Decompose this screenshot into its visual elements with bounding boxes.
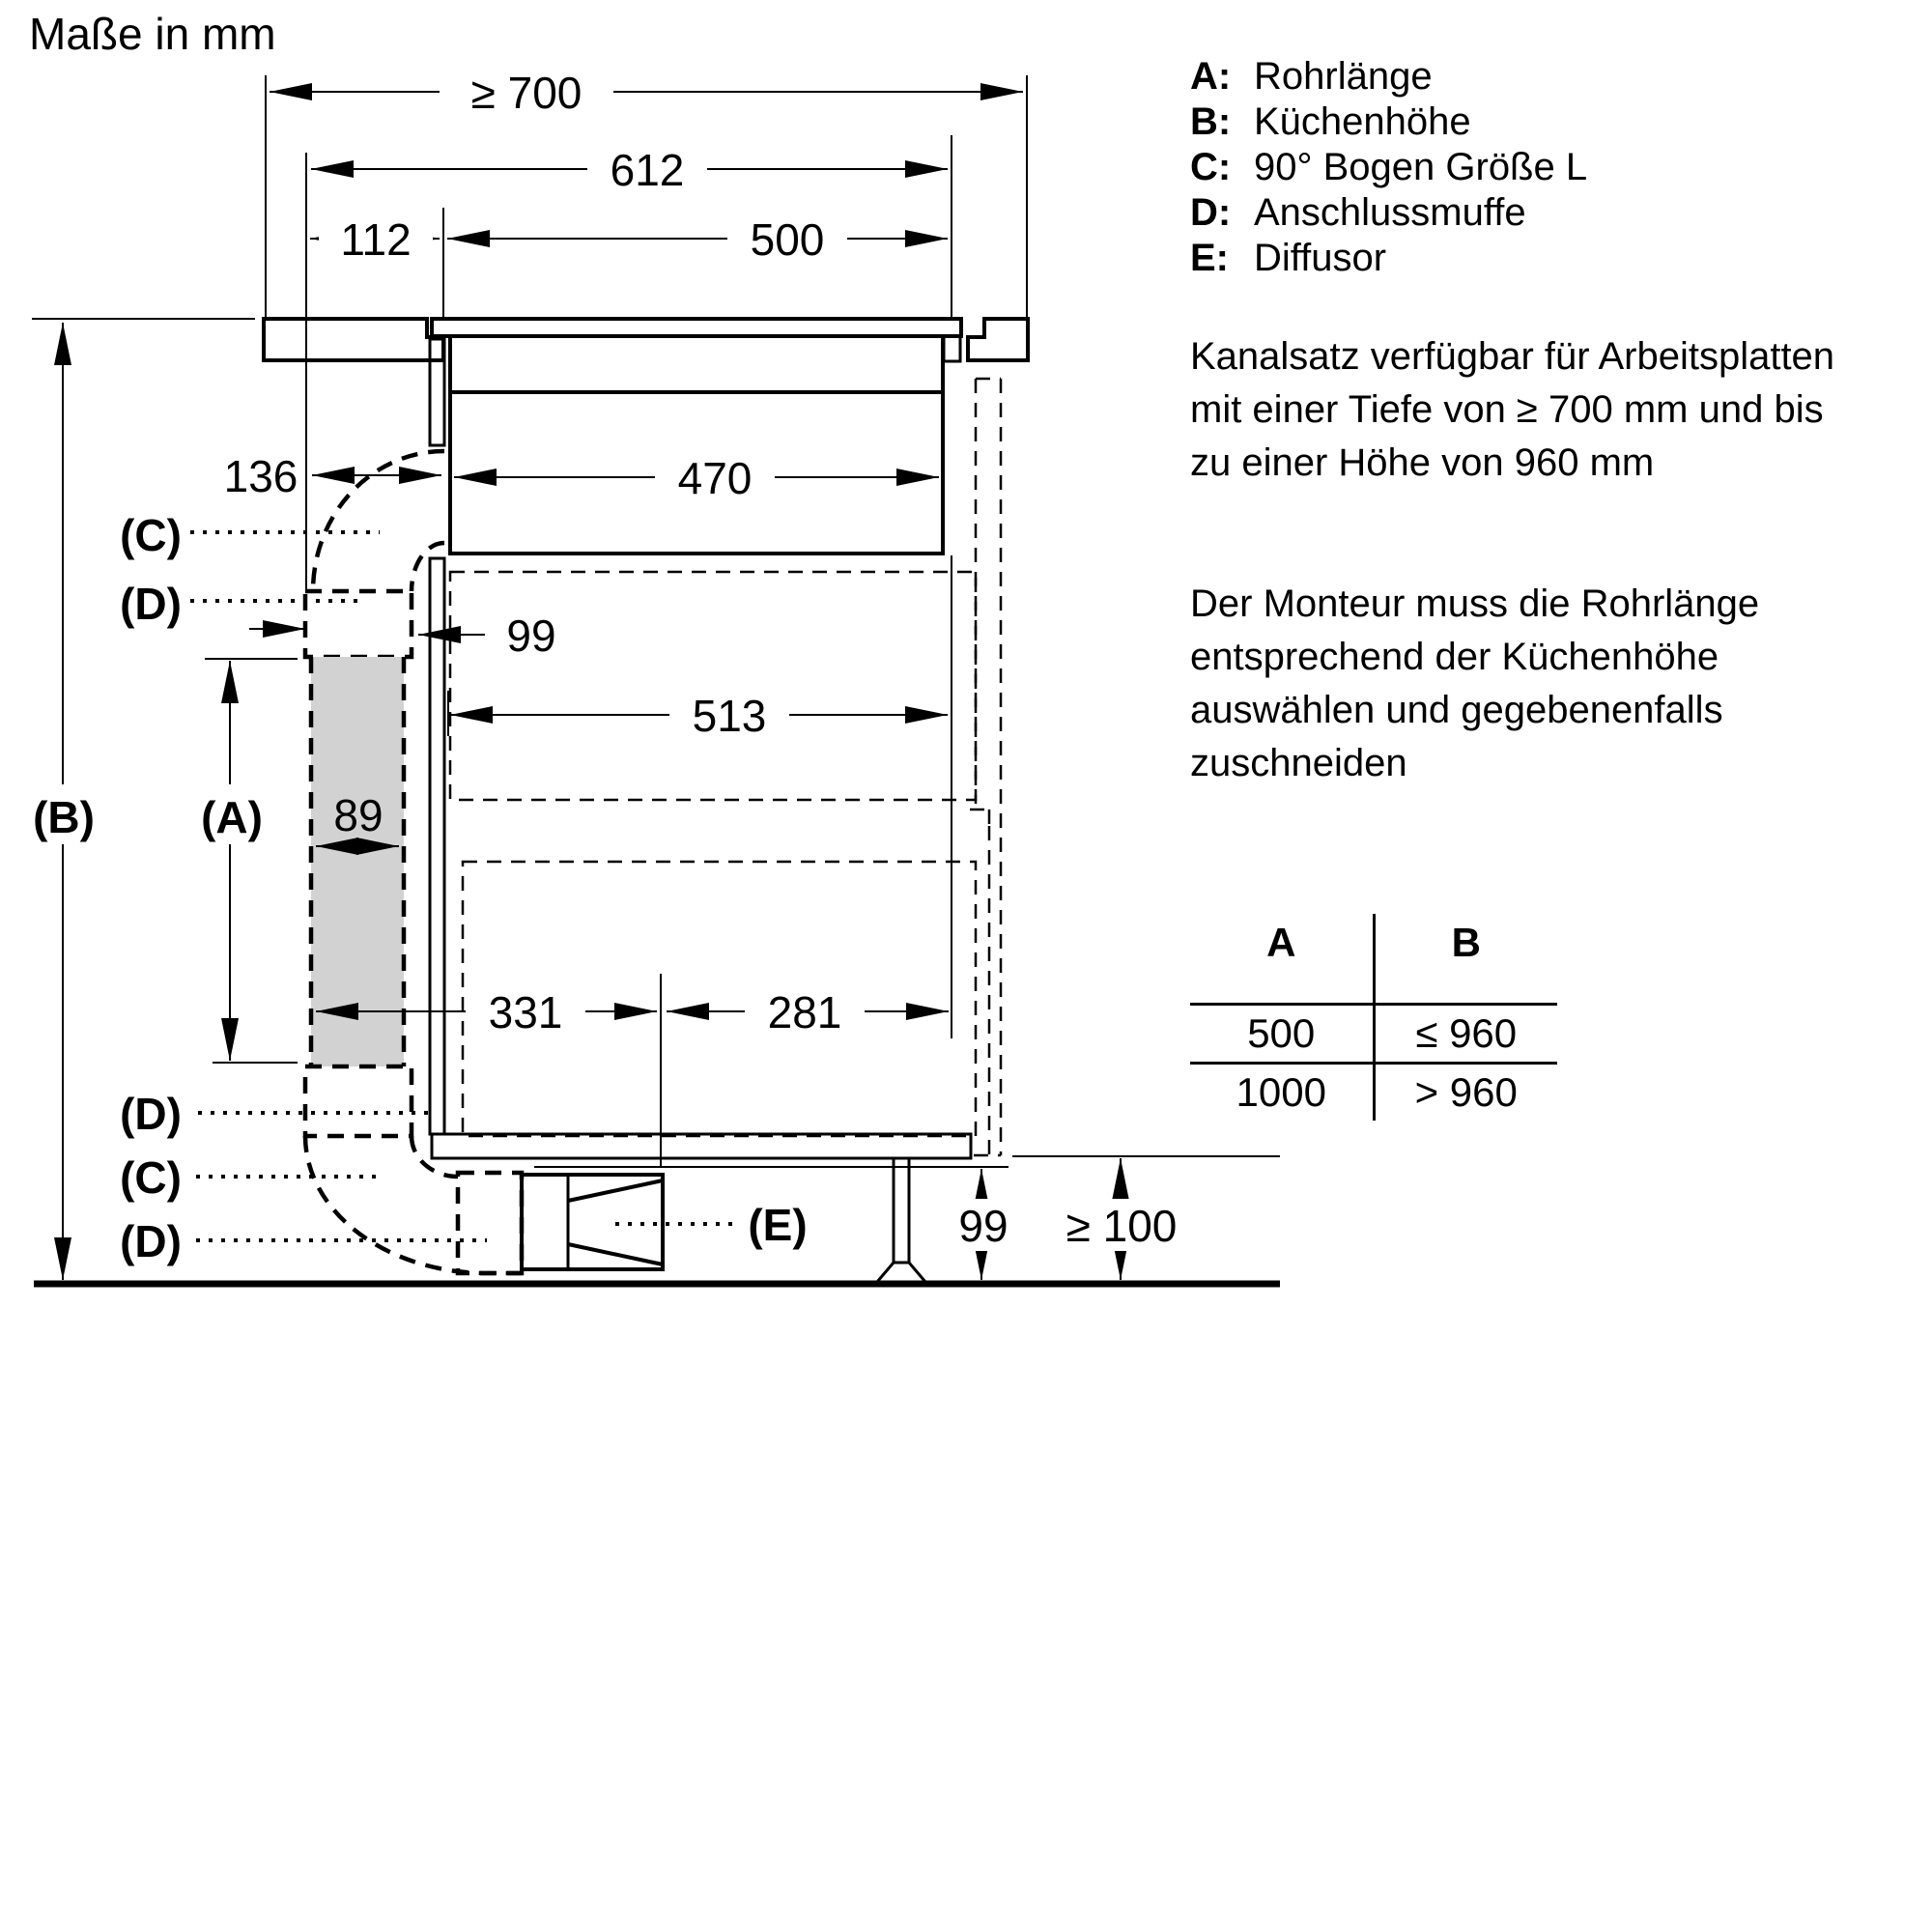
sleeve-bottom (458, 1173, 522, 1273)
dim-plinth-label: 99 (958, 1201, 1009, 1251)
legend-item-a (1190, 54, 1587, 99)
legend-label-c: 90° Bogen Größe L (1254, 146, 1588, 188)
dim-bottom-left-label: 331 (488, 987, 563, 1037)
note-availability: Kanalsatz verfügbar für Arbeitsplatten mit einer Tiefe von ≥ 700 mm und bis zu einer Höhe von 960 mm (1190, 335, 1835, 484)
legend-item-c (1190, 145, 1587, 190)
legend-label-d: Anschlussmuffe (1254, 191, 1526, 234)
dim-clearance-label: ≥ 100 (1065, 1201, 1178, 1251)
dim-channel-label: 89 (333, 790, 384, 840)
dimension-lines (63, 92, 1121, 1280)
hob-glass-top (432, 319, 961, 336)
table-header-a: A (1190, 914, 1374, 1005)
sleeve-top (305, 591, 412, 657)
legend-item-d (1190, 190, 1587, 236)
bend-lower-outer (305, 1136, 522, 1273)
legend-label-a: Rohrlänge (1254, 55, 1433, 98)
table-row (1190, 1005, 1557, 1064)
callout-d-middle: (D) (120, 1089, 182, 1139)
dim-duct-clearance-label: 99 (506, 611, 556, 661)
callout-labels (27, 510, 808, 1266)
table-row (1190, 1064, 1557, 1122)
callout-d-upper: (D) (120, 579, 182, 629)
legend (1190, 54, 1587, 281)
cabinet-bottom-panel (432, 1134, 971, 1158)
interior-box-upper (450, 572, 976, 800)
callout-c-lower: (C) (120, 1152, 182, 1203)
legend-label-e: Diffusor (1254, 237, 1387, 279)
table-cell-a2: 1000 (1190, 1064, 1374, 1122)
back-wall-lower-strip (430, 558, 444, 1134)
dim-interior-label: 513 (692, 691, 767, 741)
dim-offset-label: 136 (223, 451, 298, 501)
legend-label-b: Küchenhöhe (1254, 100, 1471, 143)
legend-key-b: B: (1190, 100, 1232, 143)
sleeve-middle (305, 1066, 412, 1136)
worktop-right-piece (968, 319, 1028, 360)
dim-lip-label: 112 (340, 214, 412, 265)
bend-upper-inner (412, 543, 444, 591)
hob-unit (432, 319, 961, 554)
legend-key-a: A: (1190, 55, 1232, 98)
cabinet-leg (877, 1158, 925, 1282)
callout-c-upper: (C) (120, 510, 182, 560)
callout-e: (E) (748, 1200, 808, 1250)
duct-channel-fill (311, 657, 404, 1066)
legend-key-d: D: (1190, 191, 1232, 234)
table-cell-b2: > 960 (1374, 1064, 1557, 1122)
legend-item-e (1190, 236, 1587, 281)
page-title: Maße in mm (29, 9, 276, 59)
dim-hob-label: 500 (750, 214, 825, 265)
hob-right-shoulder (944, 336, 960, 361)
legend-key-e: E: (1190, 237, 1229, 279)
table-cell-a1: 500 (1190, 1005, 1374, 1064)
table-header-row (1190, 914, 1557, 1005)
legend-key-c: C: (1190, 146, 1232, 188)
diffuser-flare-bottom (568, 1244, 663, 1264)
callout-d-lower: (D) (120, 1216, 182, 1266)
diffuser-flare-top (568, 1180, 663, 1201)
dim-depth-label: ≥ 700 (470, 68, 582, 118)
table-header-b: B (1451, 920, 1481, 965)
dim-cutout-label: 612 (610, 145, 685, 195)
note-installer: Der Monteur muss die Rohrlänge entsprechend der Küchenhöhe auswählen und gegebenenfalls zuschneiden (1190, 582, 1760, 784)
legend-item-b (1190, 99, 1587, 145)
bend-upper-outer (313, 451, 444, 591)
pipe-length-table (1190, 914, 1557, 1121)
worktop-left-piece (264, 319, 443, 360)
hob-body (450, 336, 943, 554)
table-cell-b1: ≤ 960 (1374, 1005, 1557, 1064)
leg-foot (877, 1263, 925, 1282)
dim-body-label: 470 (677, 453, 753, 503)
bend-lower-inner (412, 1136, 458, 1177)
callout-b: (B) (33, 792, 95, 842)
dim-bottom-right-label: 281 (767, 987, 842, 1037)
callout-a: (A) (201, 792, 263, 842)
worktop-cross-section (264, 319, 1028, 360)
